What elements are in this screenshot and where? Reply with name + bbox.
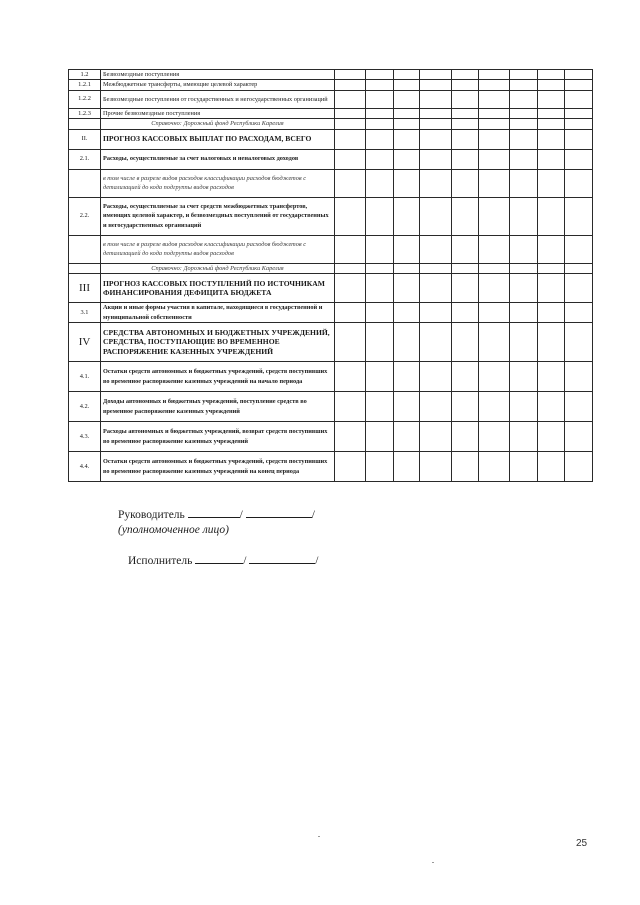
cash-forecast-table: [68, 69, 593, 482]
row-number: IV: [69, 323, 101, 362]
row-number: 3.1: [69, 303, 101, 323]
scan-speck: [432, 862, 434, 863]
row-description: Прочие безвозмездные поступления: [101, 108, 335, 118]
row-number: [69, 169, 101, 197]
row-description: Безвозмездные поступления: [101, 70, 335, 80]
row-description: в том числе в разрезе видов расходов классификации расходов бюджетов с детализацией до кода подгруппы видов расходов: [101, 169, 335, 197]
row-description: Безвозмездные поступления от государственных и негосударственных организаций: [101, 90, 335, 108]
table-row: [69, 323, 593, 362]
row-number: 2.1.: [69, 149, 101, 169]
row-description: Расходы автономных и бюджетных учреждений, возврат средств поступивших во временное распоряжение казенных учреждений: [101, 422, 335, 452]
signature-blank: [188, 507, 240, 518]
table-row: [69, 149, 593, 169]
row-number: III: [69, 274, 101, 303]
row-number: [69, 235, 101, 263]
row-number: 4.3.: [69, 422, 101, 452]
row-description: ПРОГНОЗ КАССОВЫХ ПОСТУПЛЕНИЙ ПО ИСТОЧНИКАМ ФИНАНСИРОВАНИЯ ДЕФИЦИТА БЮДЖЕТА: [101, 274, 335, 303]
table-row: [69, 263, 593, 273]
row-number: [69, 263, 101, 273]
row-description: ПРОГНОЗ КАССОВЫХ ВЫПЛАТ ПО РАСХОДАМ, ВСЕГО: [101, 129, 335, 149]
row-description: Остатки средств автономных и бюджетных учреждений, средств поступивших во временное распоряжение казенных учреждений на конец периода: [101, 452, 335, 482]
separator-slash: /: [315, 555, 319, 567]
row-description: СРЕДСТВА АВТОНОМНЫХ И БЮДЖЕТНЫХ УЧРЕЖДЕНИЙ, СРЕДСТВА, ПОСТУПАЮЩИЕ ВО ВРЕМЕННОЕ РАСПОРЯЖЕНИЕ КАЗЕННЫХ УЧРЕЖДЕНИЙ: [101, 323, 335, 362]
table-row: [69, 70, 593, 80]
head-label: Руководитель: [118, 509, 185, 521]
table-row: [69, 362, 593, 392]
row-description: Расходы, осуществляемые за счет налоговых и неналоговых доходов: [101, 149, 335, 169]
page-number: 25: [576, 838, 588, 849]
table-row: [69, 235, 593, 263]
row-description: Межбюджетные трансферты, имеющие целевой характер: [101, 80, 335, 90]
table-row: [69, 80, 593, 90]
row-number: 4.4.: [69, 452, 101, 482]
row-description: Расходы, осуществляемые за счет средств межбюджетных трансфертов, имеющих целевой характер, и безвозмездных поступлений от государственных и негосударственных организаций: [101, 197, 335, 235]
separator-slash: /: [243, 555, 247, 567]
row-description: Справочно: Дорожный фонд Республики Карелия: [101, 119, 335, 129]
table-row: [69, 422, 593, 452]
table-row: [69, 90, 593, 108]
row-number: 4.2.: [69, 392, 101, 422]
head-note: (уполномоченное лицо): [118, 524, 229, 536]
table-row: [69, 303, 593, 323]
table-row: [69, 119, 593, 129]
name-blank: [249, 553, 315, 564]
separator-slash: /: [239, 509, 243, 521]
executor-signature-line: [128, 553, 318, 567]
row-number: [69, 119, 101, 129]
table-row: [69, 129, 593, 149]
row-description: в том числе в разрезе видов расходов классификации расходов бюджетов с детализацией до кода подгруппы видов расходов: [101, 235, 335, 263]
separator-slash: /: [311, 509, 315, 521]
signature-blank: [195, 553, 243, 564]
table-row: [69, 452, 593, 482]
row-description: Доходы автономных и бюджетных учреждений, поступление средств во временное распоряжение казенных учреждений: [101, 392, 335, 422]
row-number: II.: [69, 129, 101, 149]
row-number: 1.2: [69, 70, 101, 80]
table-row: [69, 169, 593, 197]
name-blank: [246, 507, 312, 518]
executor-label: Исполнитель: [128, 555, 193, 567]
table-row: [69, 392, 593, 422]
table-row: [69, 274, 593, 303]
row-description: Акции и иные формы участия в капитале, находящиеся в государственной и муниципальной собственности: [101, 303, 335, 323]
head-signature-line: [118, 507, 315, 521]
table-row: [69, 108, 593, 118]
row-number: 1.2.3: [69, 108, 101, 118]
row-number: 4.1.: [69, 362, 101, 392]
table-row: [69, 197, 593, 235]
row-number: 1.2.1: [69, 80, 101, 90]
scan-speck: [318, 836, 320, 837]
row-number: 2.2.: [69, 197, 101, 235]
row-description: Справочно: Дорожный фонд Республики Карелия: [101, 263, 335, 273]
row-description: Остатки средств автономных и бюджетных учреждений, средств поступивших во временное распоряжение казенных учреждений на начало периода: [101, 362, 335, 392]
row-number: 1.2.2: [69, 90, 101, 108]
